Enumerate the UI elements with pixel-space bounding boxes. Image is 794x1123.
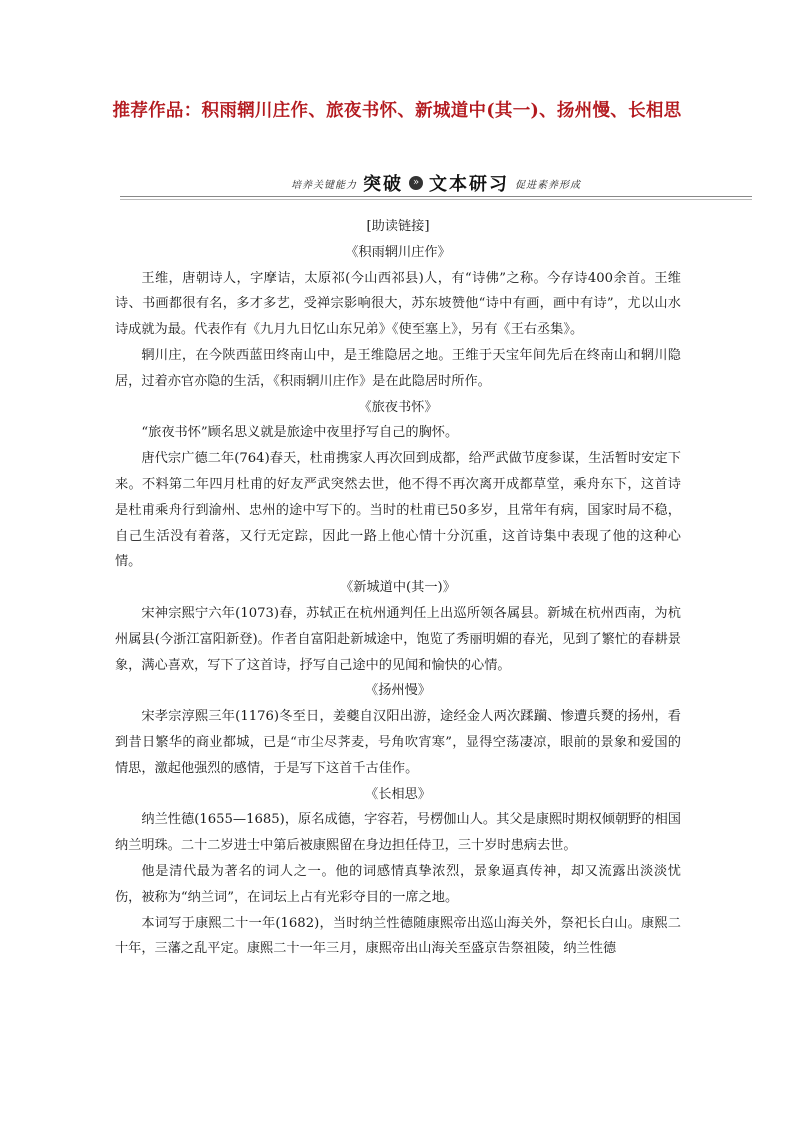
paragraph: 本词写于康熙二十一年(1682)，当时纳兰性德随康熙帝出巡山海关外，祭祀长白山。康熙二十年，三藩之乱平定。康熙二十一年三月，康熙帝出山海关至盛京告祭祖陵，纳兰性德 [115,915,681,957]
section-banner [120,170,752,200]
paragraph: 纳兰性德(1655—1685)，原名成德，字容若，号楞伽山人。其父是康熙时期权倾朝野的相国纳兰明珠。二十二岁进士中第后被康熙留在身边担任侍卫，三十岁时患病去世。 [115,812,681,854]
paragraph: 王维，唐朝诗人，字摩诘，太原祁(今山西祁县)人，有“诗佛”之称。今存诗400余首。王维诗、书画都很有名，多才多艺，受禅宗影响很大，苏东坡赞他“诗中有画，画中有诗”，尤以山水诗成就为最。代表作有《九月九日忆山东兄弟》《使至塞上》，另有《王右丞集》。 [115,270,681,338]
page-title: 推荐作品：积雨辋川庄作、旅夜书怀、新城道中(其一)、扬州慢、长相思 [112,101,682,121]
banner-main-right: 文本研习 [429,174,509,195]
banner-divider-thin [120,199,752,200]
banner-divider [120,196,752,197]
arrow-icon: » [409,176,423,190]
paragraph: 辋川庄，在今陕西蓝田终南山中，是王维隐居之地。王维于天宝年间先后在终南山和辋川隐居，过着亦官亦隐的生活，《积雨辋川庄作》是在此隐居时所作。 [115,347,681,389]
section-heading: 《旅夜书怀》 [358,399,438,415]
paragraph: 宋孝宗淳熙三年(1176)冬至日，姜夔自汉阳出游，途经金人两次蹂躏、惨遭兵燹的扬州，看到昔日繁华的商业都城，已是“市尘尽荠麦，号角吹宵寒”，显得空荡凄凉，眼前的景象和爱国的情思，激起他强烈的感情，于是写下这首千古佳作。 [115,709,681,776]
paragraph: 唐代宗广德二年(764)春天，杜甫携家人再次回到成都，给严武做节度参谋，生活暂时安定下来。不料第二年四月杜甫的好友严武突然去世，他不得不再次离开成都草堂，乘舟东下，这首诗是杜甫乘舟行到渝州、忠州的途中写下的。当时的杜甫已50多岁，且常年有病，国家时局不稳，自己生活没有着落，又行无定踪，因此一路上他心情十分沉重，这首诗集中表现了他的这种心情。 [115,451,681,570]
section-heading: 《新城道中(其一)》 [340,580,456,596]
paragraph: 宋神宗熙宁六年(1073)春，苏轼正在杭州通判任上出巡所领各属县。新城在杭州西南，为杭州属县(今浙江富阳新登)。作者自富阳赴新城途中，饱览了秀丽明媚的春光，见到了繁忙的春耕景象，满心喜欢，写下了这首诗，抒写自己途中的见闻和愉快的心情。 [115,605,681,673]
paragraph: 他是清代最为著名的词人之一。他的词感情真挚浓烈，景象逼真传神，却又流露出淡淡忧伤，被称为“纳兰词”，在词坛上占有光彩夺目的一席之地。 [115,863,681,905]
banner-left-text: 培养关键能力 [291,179,357,191]
reading-link-heading: [助读链接] [366,219,430,234]
banner-row [120,170,752,196]
section-heading: 《积雨辋川庄作》 [345,244,451,260]
paragraph: “旅夜书怀”顾名思义就是旅途中夜里抒写自己的胸怀。 [141,425,459,441]
document-body [115,214,681,962]
section-heading: 《扬州慢》 [365,683,431,699]
banner-right-text: 促进素养形成 [515,179,581,191]
banner-main-left: 突破 [363,174,403,195]
section-heading: 《长相思》 [365,786,431,802]
